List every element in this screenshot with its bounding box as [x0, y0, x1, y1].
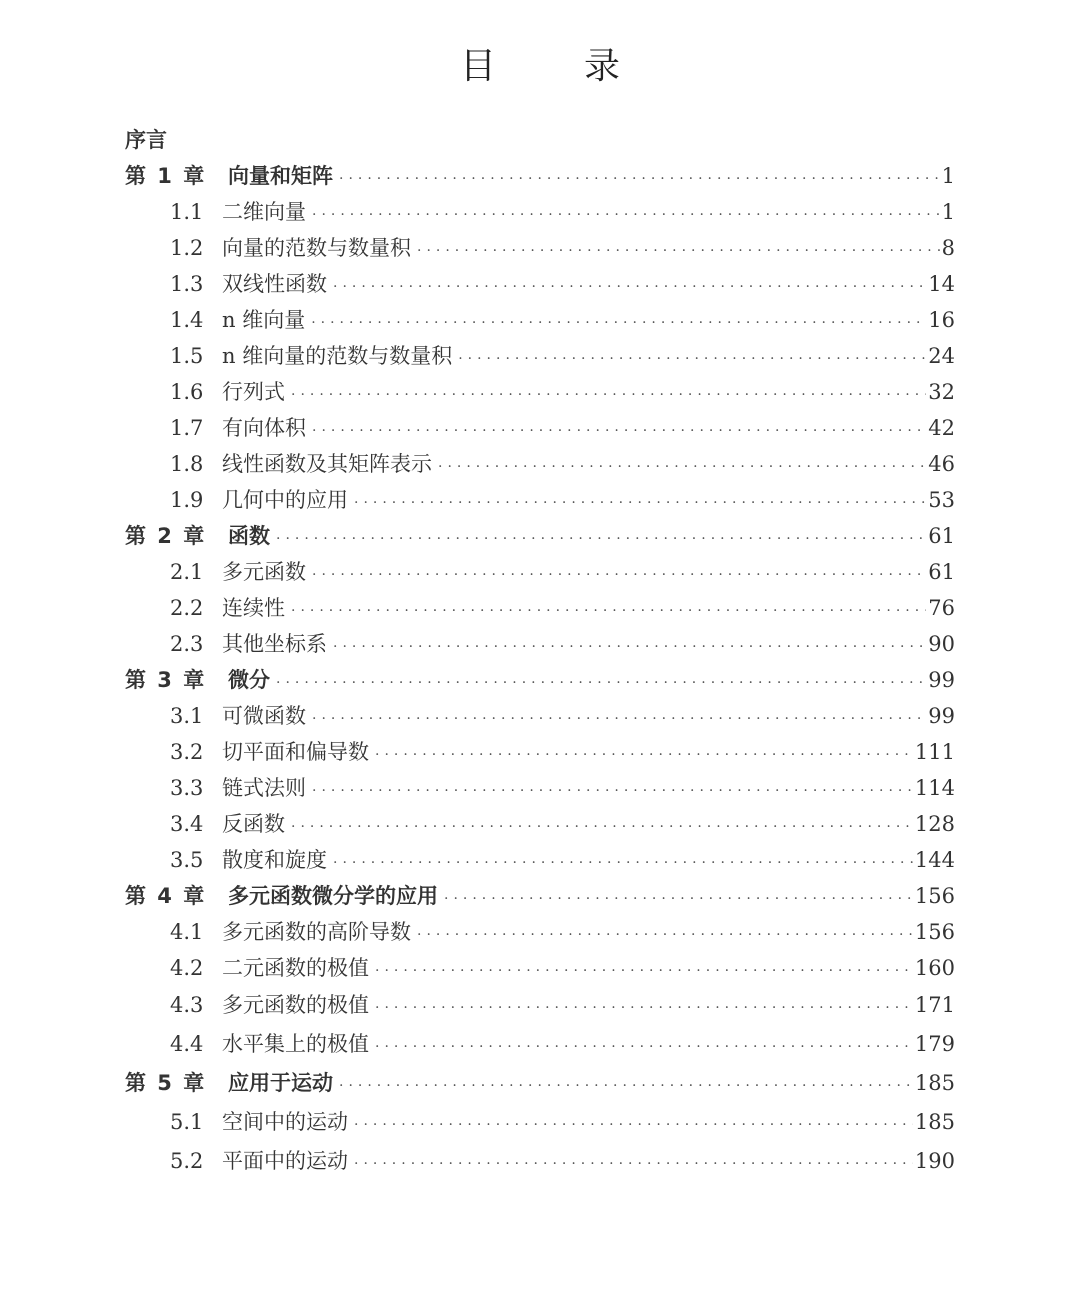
toc-entry-page: 76 [928, 596, 955, 620]
dot-leader [333, 629, 926, 665]
toc-entry-label: 多元函数的高阶导数 [222, 920, 411, 944]
toc-entry-label: 行列式 [222, 380, 285, 404]
page-title [0, 38, 1080, 89]
toc-section-entry[interactable] [125, 266, 955, 302]
toc-entry-label: 应用于运动 [228, 1071, 333, 1095]
toc-entry-number: 1.8 [170, 452, 204, 476]
toc-entry-preface[interactable] [125, 122, 955, 158]
table-of-contents [125, 122, 955, 1181]
dot-leader [444, 881, 913, 917]
toc-chapter-entry[interactable] [125, 1064, 955, 1103]
toc-entry-page: 156 [914, 884, 955, 908]
dot-leader [312, 701, 926, 737]
dot-leader [312, 557, 926, 593]
toc-entry-number: 5.2 [170, 1149, 204, 1173]
dot-leader [417, 233, 940, 269]
toc-entry-number: 3.5 [170, 848, 204, 872]
toc-entry-page: 8 [941, 236, 955, 260]
toc-section-entry[interactable] [125, 986, 955, 1025]
dot-leader [312, 197, 940, 233]
toc-entry-page: 114 [914, 776, 955, 800]
toc-entry-label: 水平集上的极值 [222, 1032, 369, 1056]
toc-section-entry[interactable] [125, 374, 955, 410]
toc-entry-label: 线性函数及其矩阵表示 [222, 452, 432, 476]
dot-leader [291, 593, 926, 629]
toc-entry-number: 第 5 章 [125, 1071, 205, 1095]
toc-entry-number: 4.1 [170, 920, 204, 944]
toc-entry-number: 4.4 [170, 1032, 204, 1056]
toc-entry-label: 平面中的运动 [222, 1149, 348, 1173]
toc-entry-number: 第 2 章 [125, 524, 205, 548]
toc-entry-number: 第 1 章 [125, 164, 205, 188]
toc-section-entry[interactable] [125, 338, 955, 374]
toc-entry-label: 反函数 [222, 812, 285, 836]
toc-entry-page: 185 [914, 1071, 955, 1095]
toc-entry-label: 多元函数 [222, 560, 306, 584]
toc-section-entry[interactable] [125, 770, 955, 806]
toc-entry-number: 第 3 章 [125, 668, 205, 692]
toc-entry-page: 42 [928, 416, 955, 440]
toc-entry-number: 2.1 [170, 560, 204, 584]
toc-entry-label: 向量和矩阵 [228, 164, 333, 188]
toc-entry-label: 函数 [228, 524, 270, 548]
toc-entry-page: 190 [914, 1149, 955, 1173]
dot-leader [311, 305, 926, 341]
dot-leader [354, 1145, 913, 1184]
toc-entry-page: 16 [928, 308, 955, 332]
toc-entry-page: 1 [941, 200, 955, 224]
toc-entry-number: 1.7 [170, 416, 204, 440]
toc-entry-number: 3.2 [170, 740, 204, 764]
toc-entry-label: n 维向量的范数与数量积 [222, 344, 453, 368]
dot-leader [339, 1067, 913, 1106]
dot-leader [291, 809, 913, 845]
toc-entry-page: 99 [928, 704, 955, 728]
toc-entry-label: 切平面和偏导数 [222, 740, 369, 764]
toc-entry-label: 空间中的运动 [222, 1110, 348, 1134]
toc-section-entry[interactable] [125, 410, 955, 446]
toc-section-entry[interactable] [125, 734, 955, 770]
toc-section-entry[interactable] [125, 1142, 955, 1181]
dot-leader [458, 341, 926, 377]
toc-entry-label: 微分 [228, 668, 270, 692]
toc-section-entry[interactable] [125, 302, 955, 338]
dot-leader [291, 377, 926, 413]
dot-leader [417, 917, 913, 953]
toc-entry-number: 3.4 [170, 812, 204, 836]
toc-entry-number: 3.3 [170, 776, 204, 800]
toc-entry-number: 1.4 [170, 308, 204, 332]
toc-entry-page: 128 [914, 812, 955, 836]
toc-entry-page: 61 [928, 524, 955, 548]
toc-entry-number: 2.3 [170, 632, 204, 656]
dot-leader [354, 485, 926, 521]
toc-section-entry[interactable] [125, 806, 955, 842]
toc-entry-label: 多元函数微分学的应用 [228, 884, 438, 908]
toc-chapter-entry[interactable] [125, 158, 955, 194]
toc-entry-label: 几何中的应用 [222, 488, 348, 512]
dot-leader [375, 989, 913, 1028]
toc-section-entry[interactable] [125, 842, 955, 878]
toc-entry-label: 二维向量 [222, 200, 306, 224]
toc-entry-label: 其他坐标系 [222, 632, 327, 656]
toc-section-entry[interactable] [125, 482, 955, 518]
toc-section-entry[interactable] [125, 1103, 955, 1142]
toc-entry-number: 4.2 [170, 956, 204, 980]
toc-entry-label: n 维向量 [222, 308, 306, 332]
title-char: 录 [584, 46, 621, 87]
toc-entry-page: 171 [914, 993, 955, 1017]
toc-entry-label: 多元函数的极值 [222, 993, 369, 1017]
toc-entry-number: 第 4 章 [125, 884, 205, 908]
dot-leader [312, 773, 913, 809]
toc-entry-number: 2.2 [170, 596, 204, 620]
dot-leader [339, 161, 940, 197]
toc-section-entry[interactable] [125, 590, 955, 626]
dot-leader [333, 845, 913, 881]
toc-entry-page: 32 [928, 380, 955, 404]
toc-section-entry[interactable] [125, 914, 955, 950]
dot-leader [375, 1028, 913, 1067]
dot-leader [438, 449, 926, 485]
toc-entry-label: 有向体积 [222, 416, 306, 440]
toc-entry-page: 160 [914, 956, 955, 980]
toc-entry-number: 1.9 [170, 488, 204, 512]
toc-entry-label: 链式法则 [222, 776, 306, 800]
toc-entry-number: 3.1 [170, 704, 204, 728]
title-char: 目 [459, 46, 496, 87]
toc-entry-number: 1.5 [170, 344, 204, 368]
toc-entry-page: 179 [914, 1032, 955, 1056]
dot-leader [375, 953, 913, 989]
toc-section-entry[interactable] [125, 626, 955, 662]
toc-entry-number: 1.2 [170, 236, 204, 260]
toc-entry-label: 可微函数 [222, 704, 306, 728]
toc-entry-page: 53 [928, 488, 955, 512]
toc-entry-label: 二元函数的极值 [222, 956, 369, 980]
toc-entry-page: 185 [914, 1110, 955, 1134]
toc-entry-page: 156 [914, 920, 955, 944]
toc-section-entry[interactable] [125, 194, 955, 230]
toc-entry-number: 1.3 [170, 272, 204, 296]
toc-entry-page: 24 [928, 344, 955, 368]
toc-section-entry[interactable] [125, 230, 955, 266]
toc-entry-label: 散度和旋度 [222, 848, 327, 872]
toc-section-entry[interactable] [125, 554, 955, 590]
toc-entry-label: 双线性函数 [222, 272, 327, 296]
dot-leader [312, 413, 926, 449]
toc-entry-label: 向量的范数与数量积 [222, 236, 411, 260]
toc-entry-page: 46 [928, 452, 955, 476]
toc-entry-number: 1.1 [170, 200, 204, 224]
toc-entry-page: 90 [928, 632, 955, 656]
dot-leader [276, 521, 926, 557]
toc-entry-page: 14 [928, 272, 955, 296]
toc-chapter-entry[interactable] [125, 878, 955, 914]
toc-entry-page: 144 [914, 848, 955, 872]
toc-entry-label: 连续性 [222, 596, 285, 620]
toc-entry-page: 61 [928, 560, 955, 584]
dot-leader [276, 665, 926, 701]
toc-section-entry[interactable] [125, 950, 955, 986]
toc-entry-number: 4.3 [170, 993, 204, 1017]
toc-entry-label: 序言 [125, 128, 167, 152]
toc-chapter-entry[interactable] [125, 662, 955, 698]
toc-chapter-entry[interactable] [125, 518, 955, 554]
toc-section-entry[interactable] [125, 698, 955, 734]
toc-entry-page: 1 [941, 164, 955, 188]
dot-leader [354, 1106, 913, 1145]
toc-entry-number: 1.6 [170, 380, 204, 404]
dot-leader [375, 737, 913, 773]
toc-entry-page: 111 [914, 740, 955, 764]
dot-leader [333, 269, 926, 305]
toc-section-entry[interactable] [125, 1025, 955, 1064]
toc-entry-number: 5.1 [170, 1110, 204, 1134]
toc-section-entry[interactable] [125, 446, 955, 482]
toc-entry-page: 99 [928, 668, 955, 692]
